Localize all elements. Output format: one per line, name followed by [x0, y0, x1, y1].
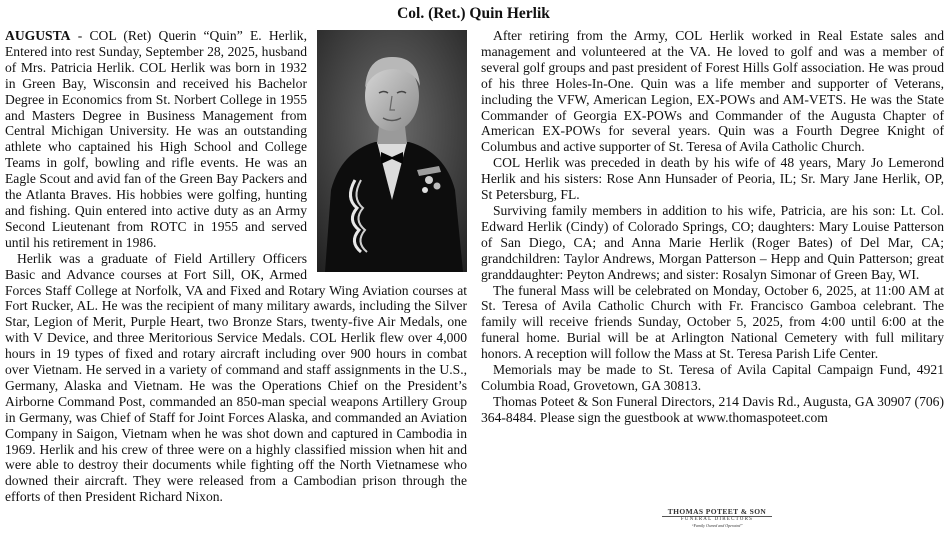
left-column	[5, 28, 467, 505]
logo-name: THOMAS POTEET & SON	[667, 507, 767, 516]
obituary-paragraph: The funeral Mass will be celebrated on Monday, October 6, 2025, at 11:00 AM at St. Teresa of Avila Catholic Church with Fr. Francisco Gamboa celebrant. The family will receive friends Sunday, October 5, 2025, from 4:00 until 6:00 at the funeral home. Burial will be at Arlington National Cemetery with full military honors. A reception will follow the Mass at St. Teresa Parish Life Center.	[481, 282, 944, 362]
obituary-paragraph: Thomas Poteet & Son Funeral Directors, 214 Davis Rd., Augusta, GA 30907 (706) 364-8484. Please sign the guestbook at www.thomaspoteet.com	[481, 393, 944, 425]
right-column	[481, 28, 944, 426]
dateline: AUGUSTA	[5, 28, 71, 43]
obituary-paragraph: Surviving family members in addition to his wife, Patricia, are his son: Lt. Col. Edward Herlik (Cindy) of Colorado Springs, CO; daughters: Mary Louise Patterson of San Diego, CA; and Anna Marie Herlik (Roger Bates) of Del Mar, CA; grandchildren: Taylor Andrews, Morgan Patterson – Hepp and Quin Patterson; great granddaughter: Peyton Andrews; and sister: Rosalyn Simonar of Green Bay, WI.	[481, 202, 944, 282]
funeral-home-logo	[662, 507, 772, 529]
obituary-title: Col. (Ret.) Quin Herlik	[397, 5, 550, 22]
obituary-paragraph: COL Herlik was preceded in death by his wife of 48 years, Mary Jo Lemerond Herlik and his sisters: Rose Ann Hunsader of Peoria, IL; Sr. Mary Jane Herlik, OP, St Petersburg, FL.	[481, 155, 944, 203]
obituary-paragraph: Memorials may be made to St. Teresa of Avila Capital Campaign Fund, 4921 Columbia Road, Grovetown, GA 30813.	[481, 362, 944, 393]
logo-subtitle: FUNERAL DIRECTORS	[662, 516, 772, 523]
paragraph-text: - COL (Ret) Querin “Quin” E. Herlik, Entered into rest Sunday, September 28, 2025, husband of Mrs. Patricia Herlik. COL Herlik was born in 1932 in Green Bay, Wisconsin and received his Bachelor Degree in Economics from St. Norbert College in 1955 and Masters Degree in Business Management from Central Michigan University. He was an outstanding athlete who captained his High School and College Teams in golf, bowling and rifle events. He was an Eagle Scout and avid fan of the Green Bay Packers and the Atlanta Braves. His hobbies were golfing, hunting and fishing. Quin entered into active duty as an Army Second Lieutenant from ROTC in 1955 and served until his retirement in 1986.	[5, 28, 307, 250]
portrait-icon	[317, 30, 467, 272]
obituary-paragraph: Herlik was a graduate of Field Artillery Officers Basic and Advance courses at Fort Sill, OK, Armed Forces Staff College at Norfolk, VA and Fixed and Rotary Wing Aviation courses at Fort Rucker, AL. He was the recipient of many military awards, including the Silver Star, Legion of Merit, Purple Heart, two Bronze Stars, twenty-five Air Medals, one with V Device, and three Meritorious Service Medals. COL Herlik flew over 4,000 hours in 19 types of fixed and rotary aircraft including over 900 hours in combat over Vietnam. He served in a variety of command and staff assignments in the U.S., Germany, Alaska and Vietnam. He was the Operations Chief on the President’s Airborne Command Post, commanded an 850-man special weapons Artillery Group in Germany, was Chief of Staff for Joint Forces Alaska, and commanded an Aviation Company in Saigon, Vietnam when he was shot down and captured in Cambodia in 1969. Herlik and his crew of three were on a highly classified mission when hit and were able to destroy their documents while fighting off the North Vietnamese who downed their aircraft. They were released from a Cambodian prison through the efforts of then President Richard Nixon.	[5, 250, 467, 505]
logo-tagline: “Family Owned and Operated”	[691, 523, 743, 528]
portrait-photo	[317, 30, 467, 272]
obituary-paragraph: After retiring from the Army, COL Herlik worked in Real Estate sales and management and volunteered at the VA. He loved to golf and was a member of several golf groups and past president of Forest Hills Golf association. He was proud of his three Holes-In-One. Quin was a life member and supporter of Veterans, including the VFW, American Legion, EX-POWs and AM-VETS. He was the State Commander of Georgia EX-POWs and Commander of the Augusta Chapter of American EX-POWs for several years. Quin was a Fourth Degree Knight of Columbus and active supporter of St. Teresa of Avila Catholic Church.	[481, 28, 944, 155]
